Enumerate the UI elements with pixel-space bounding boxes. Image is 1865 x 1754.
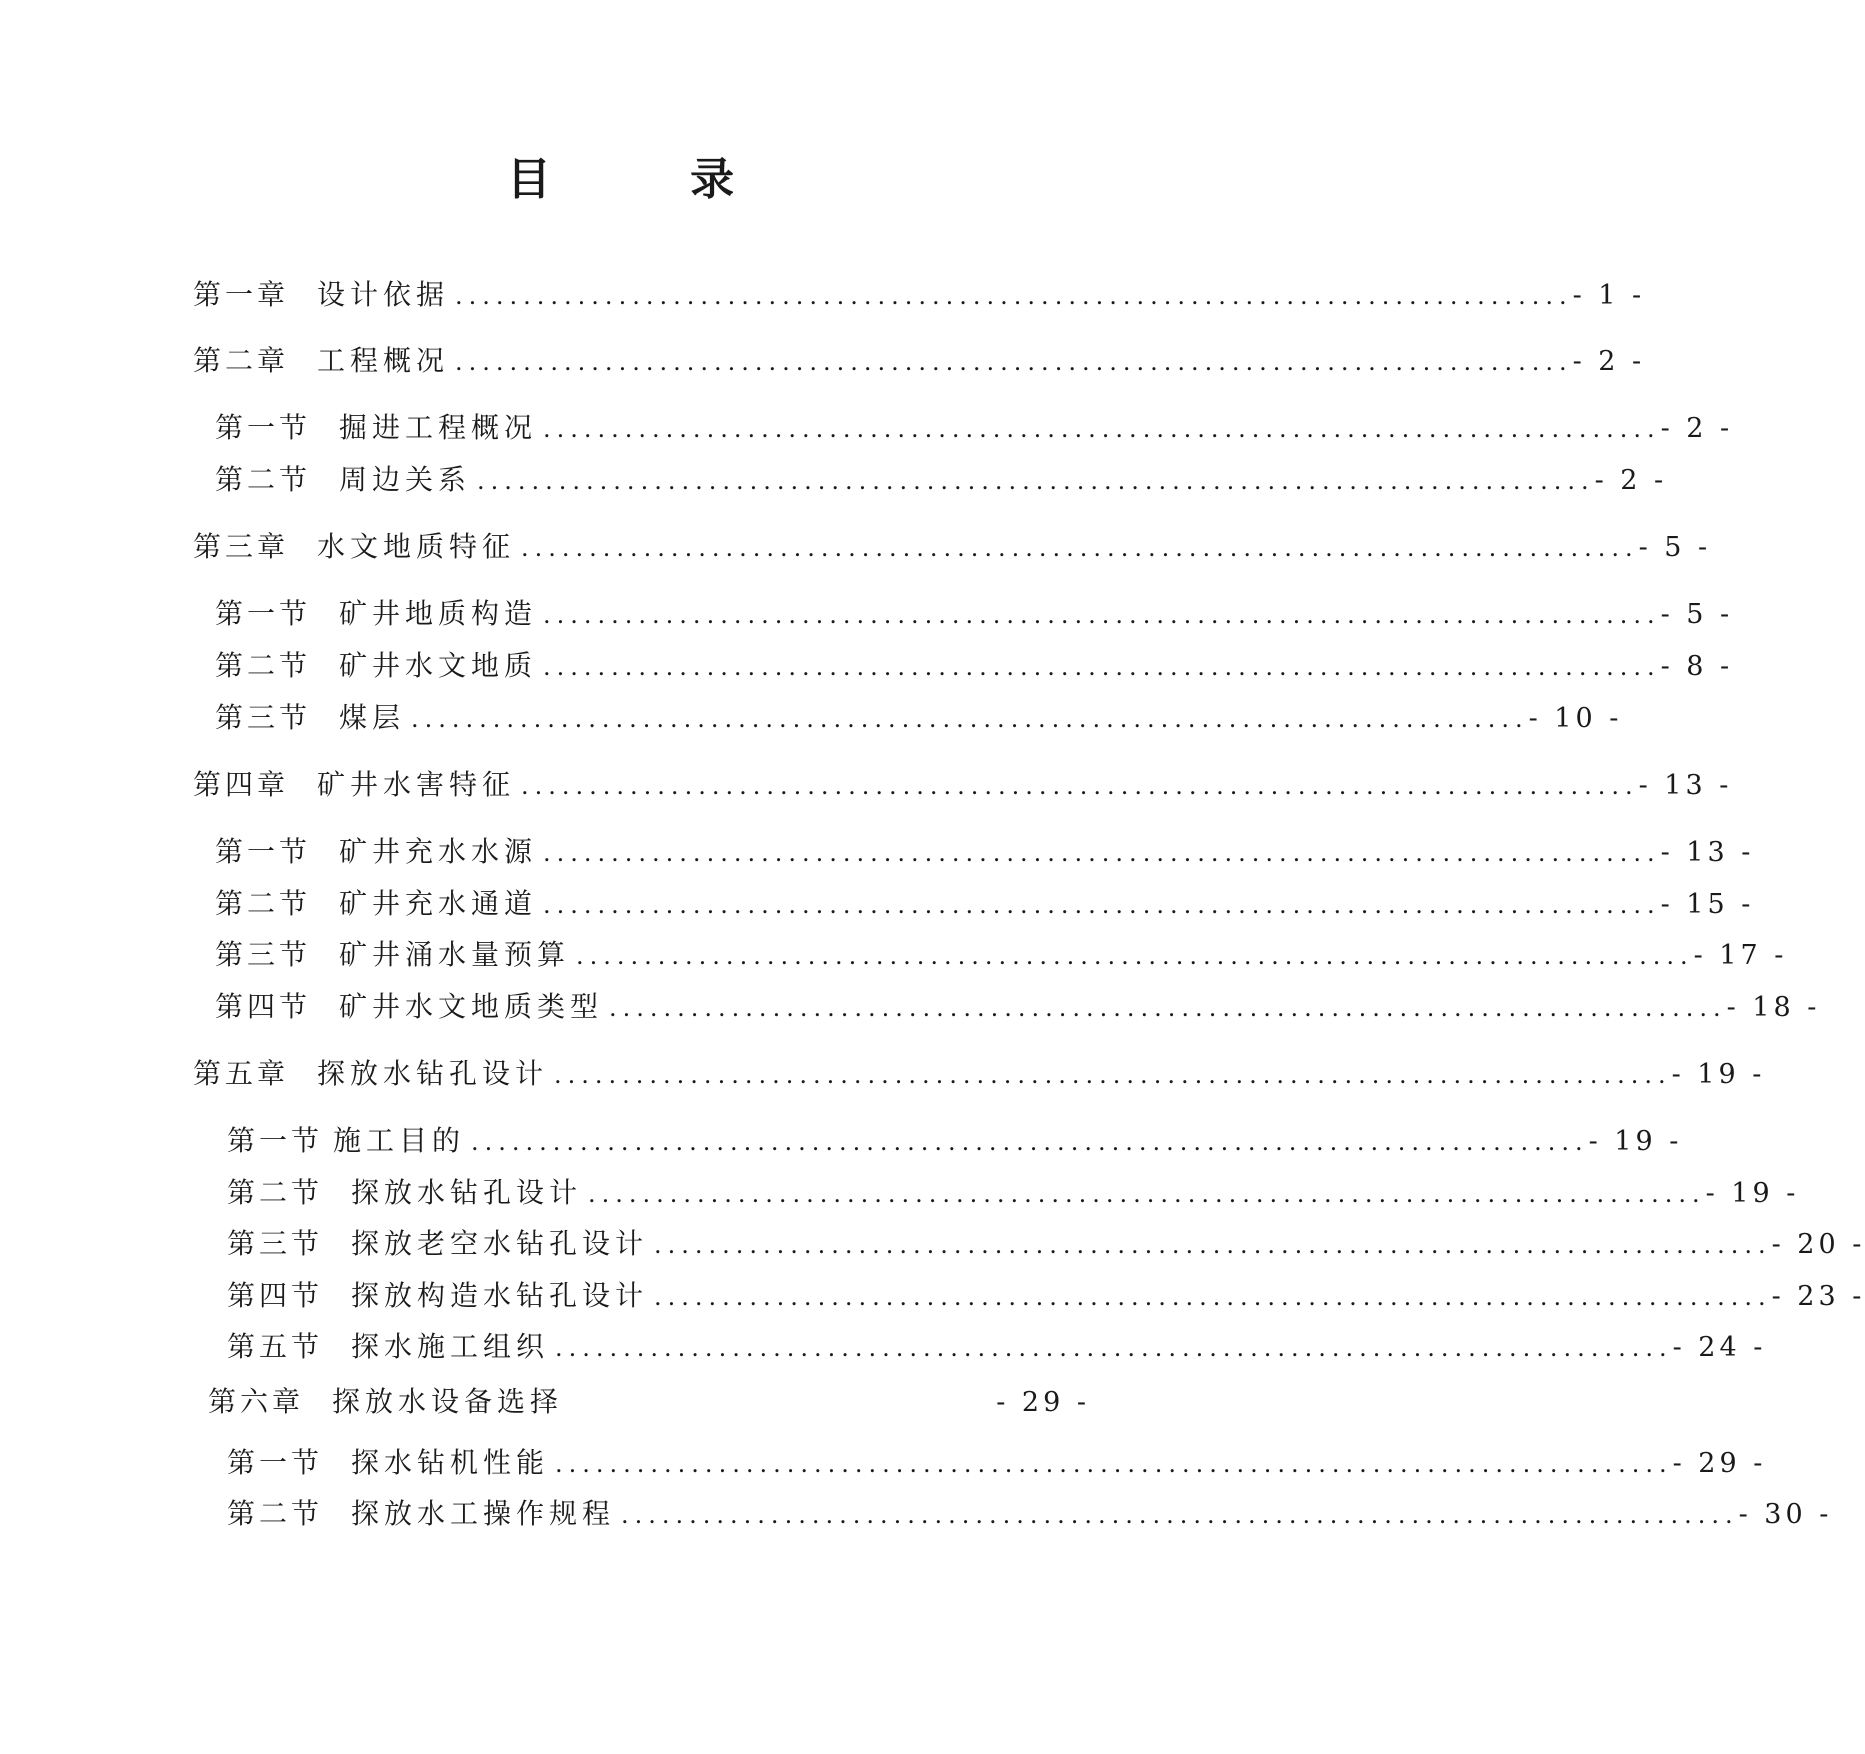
toc-entry[interactable] [193, 341, 1646, 381]
toc-entry-number: 第四节 [215, 990, 312, 1023]
toc-entry[interactable] [215, 698, 1623, 738]
toc-entry-title: 探放水钻孔设计 [317, 1057, 549, 1090]
toc-entry-page: - 18 - [1726, 992, 1821, 1023]
toc-entry-number: 第一节 [215, 835, 312, 868]
toc-entry[interactable] [227, 1443, 1767, 1483]
toc-entry-page: - 19 - [1671, 1059, 1766, 1090]
toc-dot-leader: .................................................................................. [588, 1180, 1706, 1208]
toc-dot-leader: .................................................................................. [455, 282, 1573, 310]
toc-entry[interactable] [215, 832, 1755, 872]
toc-entry[interactable] [208, 1382, 1090, 1422]
toc-entry-number: 第一节 [227, 1124, 324, 1157]
toc-dot-leader: .................................................................................. [455, 348, 1573, 376]
toc-entry-number: 第四章 [193, 768, 290, 801]
toc-entry-title: 矿井水文地质类型 [339, 990, 604, 1023]
toc-dot-leader: .................................................................................. [543, 653, 1661, 681]
toc-entry-title: 探水施工组织 [351, 1330, 550, 1363]
toc-entry-title: 探放构造水钻孔设计 [351, 1279, 649, 1312]
toc-entry-page: - 5 - [1660, 599, 1734, 630]
toc-entry-number: 第三节 [215, 701, 312, 734]
toc-dot-leader: .................................................................................. [543, 415, 1661, 443]
toc-entry-number: 第二节 [215, 463, 312, 496]
toc-entry-number: 第二节 [215, 649, 312, 682]
toc-entry-title: 设计依据 [317, 278, 450, 311]
toc-dot-leader: .................................................................................. [555, 1450, 1673, 1478]
toc-entry-page: - 1 - [1572, 280, 1646, 311]
toc-entry-page: - 19 - [1588, 1126, 1683, 1157]
toc-entry-title: 矿井涌水量预算 [339, 938, 571, 971]
toc-entry-title: 探水钻机性能 [351, 1446, 550, 1479]
toc-entry-number: 第五节 [227, 1330, 324, 1363]
toc-entry-page: - 29 - [996, 1387, 1090, 1418]
toc-entry-number: 第二节 [227, 1497, 324, 1530]
toc-dot-leader: .................................................................................. [543, 601, 1661, 629]
toc-dot-leader: .................................................................................. [654, 1231, 1772, 1259]
toc-entry-title: 施工目的 [333, 1124, 466, 1157]
toc-entry-title: 探放老空水钻孔设计 [351, 1227, 649, 1260]
toc-entry-number: 第一节 [227, 1446, 324, 1479]
toc-dot-leader: .................................................................................. [621, 1501, 1739, 1529]
toc-entry-title: 掘进工程概况 [339, 411, 538, 444]
toc-entry-page: - 2 - [1572, 346, 1646, 377]
toc-entry[interactable] [215, 987, 1821, 1027]
toc-entry[interactable] [215, 884, 1755, 924]
toc-entry-title: 探放水设备选择 [332, 1385, 564, 1418]
toc-entry[interactable] [215, 460, 1668, 500]
toc-entry-page: - 2 - [1594, 465, 1668, 496]
toc-entry-number: 第四节 [227, 1279, 324, 1312]
toc-entry-page: - 13 - [1638, 770, 1733, 801]
toc-dot-leader: .................................................................................. [477, 467, 1595, 495]
toc-entry-title: 探放水工操作规程 [351, 1497, 616, 1530]
toc-entry-number: 第一章 [193, 278, 290, 311]
toc-entry-page: - 5 - [1638, 532, 1712, 563]
toc-entry-page: - 10 - [1528, 703, 1623, 734]
toc-entry[interactable] [215, 408, 1734, 448]
toc-dot-leader: .................................................................................. [521, 534, 1639, 562]
toc-entry-page: - 19 - [1705, 1178, 1800, 1209]
toc-entry-number: 第二节 [215, 887, 312, 920]
toc-entry[interactable] [227, 1327, 1767, 1367]
toc-entry-title: 水文地质特征 [317, 530, 516, 563]
toc-entry-page: - 29 - [1672, 1448, 1767, 1479]
toc-entry-number: 第二章 [193, 344, 290, 377]
toc-entry-title: 矿井充水水源 [339, 835, 538, 868]
toc-entry-page: - 17 - [1693, 940, 1788, 971]
toc-entry-title: 矿井水害特征 [317, 768, 516, 801]
toc-dot-leader: .................................................................................. [521, 772, 1639, 800]
toc-entry-number: 第三章 [193, 530, 290, 563]
toc-entry-title: 周边关系 [339, 463, 472, 496]
toc-entry-number: 第三节 [215, 938, 312, 971]
toc-entry[interactable] [193, 765, 1733, 805]
toc-entry-page: - 8 - [1660, 651, 1734, 682]
toc-dot-leader: .................................................................................. [543, 839, 1661, 867]
toc-entry[interactable] [215, 594, 1734, 634]
toc-entry-number: 第一节 [215, 411, 312, 444]
toc-entry[interactable] [227, 1173, 1800, 1213]
toc-entry[interactable] [215, 935, 1788, 975]
toc-entry-title: 矿井地质构造 [339, 597, 538, 630]
toc-entry-number: 第三节 [227, 1227, 324, 1260]
toc-dot-leader: .................................................................................. [543, 891, 1661, 919]
toc-dot-leader: .................................................................................. [411, 705, 1529, 733]
page-title: 目 录 [506, 154, 797, 205]
toc-dot-leader: .................................................................................. [555, 1334, 1673, 1362]
toc-dot-leader: .................................................................................. [654, 1283, 1772, 1311]
toc-entry-page: - 23 - [1771, 1281, 1865, 1312]
toc-entry[interactable] [193, 527, 1712, 567]
toc-entry-page: - 20 - [1771, 1229, 1865, 1260]
toc-entry[interactable] [227, 1276, 1865, 1316]
toc-entry[interactable] [227, 1224, 1865, 1264]
toc-entry-number: 第五章 [193, 1057, 290, 1090]
toc-entry-title: 探放水钻孔设计 [351, 1176, 583, 1209]
toc-entry[interactable] [227, 1121, 1683, 1161]
toc-entry-number: 第一节 [215, 597, 312, 630]
toc-entry[interactable] [193, 1054, 1766, 1094]
toc-entry-page: - 15 - [1660, 889, 1755, 920]
toc-entry[interactable] [193, 275, 1646, 315]
toc-entry-number: 第二节 [227, 1176, 324, 1209]
toc-dot-leader: .................................................................................. [554, 1061, 1672, 1089]
toc-dot-leader: .................................................................................. [471, 1128, 1589, 1156]
toc-entry-page: - 24 - [1672, 1332, 1767, 1363]
toc-entry-number: 第六章 [208, 1385, 305, 1418]
toc-entry-title: 矿井水文地质 [339, 649, 538, 682]
toc-entry[interactable] [227, 1494, 1833, 1534]
toc-entry-title: 矿井充水通道 [339, 887, 538, 920]
toc-entry-page: - 13 - [1660, 837, 1755, 868]
toc-entry-page: - 2 - [1660, 413, 1734, 444]
toc-entry-page: - 30 - [1738, 1499, 1833, 1530]
toc-entry-title: 工程概况 [317, 344, 450, 377]
toc-entry[interactable] [215, 646, 1734, 686]
toc-dot-leader: .................................................................................. [609, 994, 1727, 1022]
toc-entry-title: 煤层 [339, 701, 406, 734]
toc-dot-leader: .................................................................................. [576, 942, 1694, 970]
